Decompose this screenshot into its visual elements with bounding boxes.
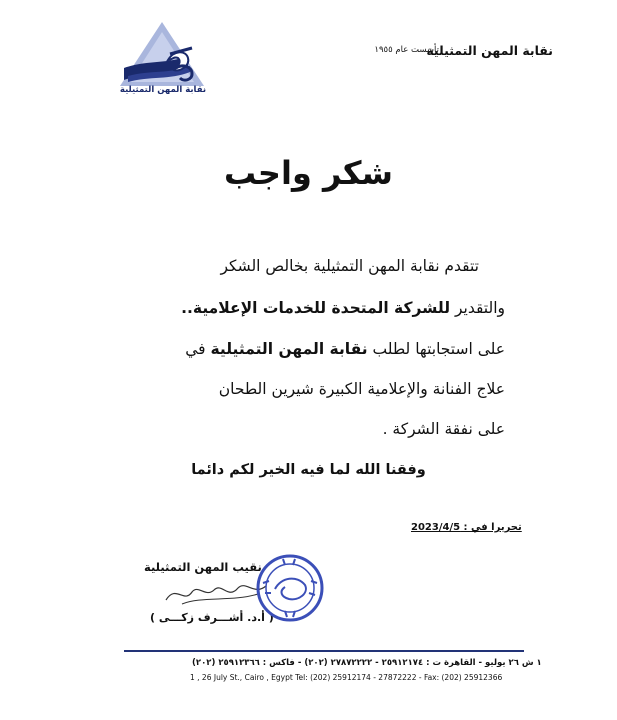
- body-line-3-bold: نقابة المهن التمثيلية: [210, 340, 368, 358]
- letter-title: شكر واجب: [224, 154, 393, 192]
- body-line-3: [185, 340, 505, 358]
- closing-line: وفقنا الله لما فيه الخير لكم دائما: [191, 462, 426, 478]
- body-line-3-prefix: على استجابتها لطلب: [367, 340, 505, 358]
- body-line-2-bold: للشركة المتحدة للخدمات الإعلامية..: [181, 299, 451, 317]
- body-line-3-suffix: في: [185, 340, 211, 358]
- header-org-name: نقابة المهن التمثيلية: [426, 43, 553, 58]
- official-stamp: [255, 553, 325, 623]
- footer-address-arabic: ١ ش ٢٦ يوليو - القاهرة ت : ٢٥٩١٢١٧٤ - ٢٧٨٧٢٢٢٢ (٢٠٢) - فاكس : ٢٥٩١٢٣٦٦ (٢٠٢): [192, 658, 542, 668]
- signatory-name: ( أ.د. أشـــرف زكـــى ): [150, 611, 274, 624]
- body-line-1: تتقدم نقابة المهن التمثيلية بخالص الشكر: [220, 257, 479, 275]
- signatory-title: نقيب المهن التمثيلية: [144, 560, 262, 574]
- body-line-2-prefix: والتقدير: [450, 299, 505, 317]
- issue-date: تحريرا في : 2023/4/5: [411, 522, 522, 533]
- body-line-4: علاج الفنانة والإعلامية الكبيرة شيرين الطحان: [218, 380, 505, 398]
- logo-caption: نقابة المهن التمثيلية: [119, 85, 207, 95]
- footer-address-english: 1 , 26 July St., Cairo , Egypt Tel: (202) 25912174 - 27872222 - Fax: (202) 25912366: [190, 673, 503, 682]
- body-line-2: [181, 299, 505, 317]
- body-line-5: على نفقة الشركة .: [382, 420, 505, 438]
- footer-divider: [124, 650, 524, 652]
- header-founded: تأسست عام ١٩٥٥: [374, 45, 439, 55]
